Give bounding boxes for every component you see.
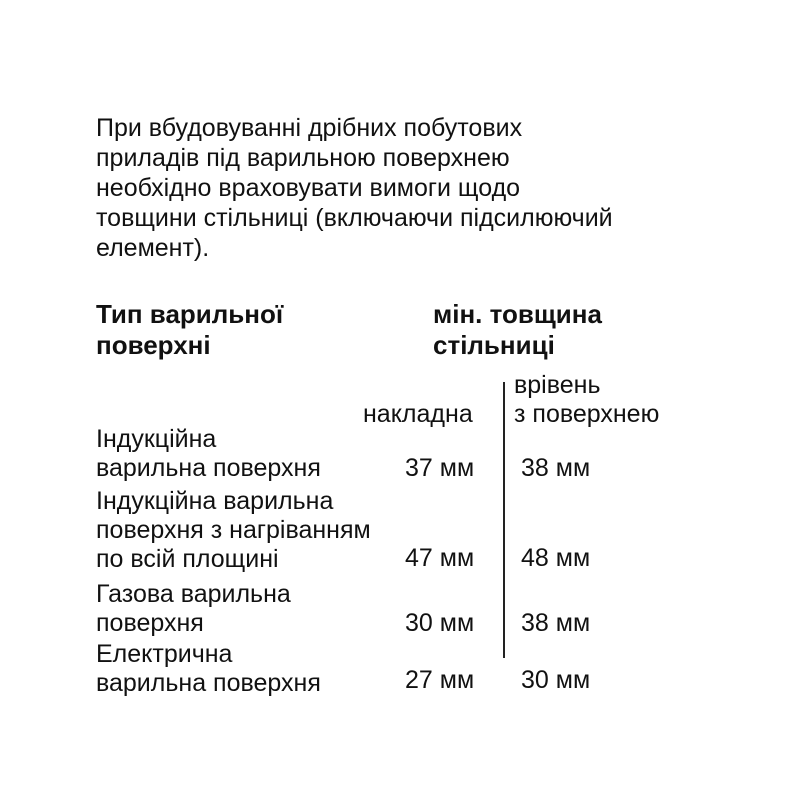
column-header-flush-line: з поверхнею [514, 400, 660, 428]
row-gas-overlay-value: 30 мм [405, 609, 475, 637]
row-electric-flush-value: 30 мм [521, 666, 591, 694]
row-name-line: Індукційна варильна [96, 487, 334, 515]
header-hob-type-line: Тип варильної [96, 299, 284, 329]
row-name-line: Газова варильна [96, 580, 291, 608]
row-electric-name [96, 640, 321, 698]
header-min-thickness-line: мін. товщина [433, 299, 602, 329]
column-divider [503, 382, 505, 658]
column-header-flush-line: врівень [514, 371, 601, 399]
column-header-overlay: накладна [363, 400, 473, 428]
header-min-thickness [433, 299, 602, 361]
row-induction-flush-value: 38 мм [521, 454, 591, 482]
row-name-line: поверхня з нагріванням [96, 516, 371, 544]
row-name-line: по всій площині [96, 545, 279, 573]
row-induction-name [96, 425, 321, 483]
row-name-line: поверхня [96, 609, 204, 637]
row-name-line: варильна поверхня [96, 669, 321, 697]
intro-line: необхідно враховувати вимоги щодо [96, 174, 521, 202]
intro-line: елемент). [96, 234, 210, 262]
intro-paragraph [96, 113, 736, 263]
row-name-line: варильна поверхня [96, 454, 321, 482]
column-header-flush [514, 371, 659, 429]
row-induction-overlay-value: 37 мм [405, 454, 475, 482]
row-name-line: Індукційна [96, 425, 217, 453]
intro-line: товщини стільниці (включаючи підсилюючий [96, 204, 613, 232]
header-hob-type [96, 299, 283, 361]
row-gas-name [96, 580, 291, 638]
row-name-line: Електрична [96, 640, 233, 668]
intro-line: приладів під варильною поверхнею [96, 144, 510, 172]
row-full-surface-induction-flush-value: 48 мм [521, 544, 591, 572]
row-electric-overlay-value: 27 мм [405, 666, 475, 694]
intro-line: При вбудовуванні дрібних побутових [96, 114, 523, 142]
header-hob-type-line: поверхні [96, 330, 211, 360]
row-gas-flush-value: 38 мм [521, 609, 591, 637]
header-min-thickness-line: стільниці [433, 330, 555, 360]
row-full-surface-induction-overlay-value: 47 мм [405, 544, 475, 572]
row-full-surface-induction-name [96, 487, 371, 574]
